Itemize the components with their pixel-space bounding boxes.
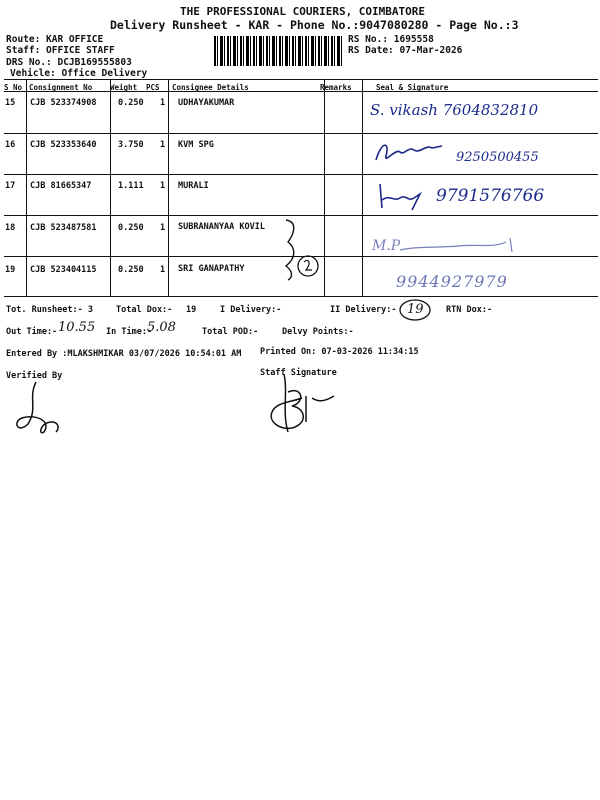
handwritten-phone: 9250500455 — [456, 150, 539, 165]
cell-weight: 0.250 — [118, 98, 144, 108]
signature-scribble — [376, 180, 432, 212]
ii-delivery-handwritten: 19 — [407, 302, 424, 317]
cell-pcs: 1 — [160, 223, 166, 233]
in-time-label: In Time:- — [106, 327, 153, 337]
cell-consignment: CJB 81665347 — [30, 181, 92, 191]
out-time-label: Out Time:- — [6, 327, 58, 337]
col-header-consignee: Consignee Details — [172, 83, 249, 92]
runsheet-subtitle: Delivery Runsheet - KAR - Phone No.:9047080280 - Page No.:3 — [110, 18, 519, 32]
entered-by: Entered By :MLAKSHMIKAR 03/07/2026 10:54:01 AM — [6, 349, 242, 359]
col-header-pcs: PCS — [146, 83, 160, 92]
out-time-handwritten: 10.55 — [58, 320, 96, 335]
company-title: THE PROFESSIONAL COURIERS, COIMBATORE — [180, 5, 426, 18]
cell-weight: 3.750 — [118, 140, 144, 150]
cell-pcs: 1 — [160, 140, 166, 150]
cell-consignee: SRI GANAPATHY — [178, 264, 245, 274]
handwritten-signature: M.P — [372, 238, 401, 254]
handwritten-phone: 9791576766 — [436, 186, 545, 206]
route-label: Route: KAR OFFICE — [6, 34, 104, 45]
cell-consignment: CJB 523487581 — [30, 223, 97, 233]
staff-signature-label: Staff Signature — [260, 368, 337, 378]
ii-delivery-label: II Delivery:- — [330, 305, 397, 315]
col-header-seal: Seal & Signature — [376, 83, 449, 92]
delvy-points-label: Delvy Points:- — [282, 327, 354, 337]
cell-sno: 18 — [5, 223, 16, 233]
staff-label: Staff: OFFICE STAFF — [6, 45, 115, 56]
handwritten-signature: S. vikash 7604832810 — [370, 101, 539, 119]
signature-scribble — [398, 236, 518, 256]
rtn-dox-label: RTN Dox:- — [446, 305, 493, 315]
total-dox-label: Total Dox:- — [116, 305, 173, 315]
i-delivery-label: I Delivery:- — [220, 305, 282, 315]
staff-signature — [262, 372, 342, 438]
cell-consignee: SUBRANANYAA KOVIL — [178, 222, 265, 232]
handwritten-phone: 9944927979 — [396, 272, 508, 291]
cell-sno: 16 — [5, 140, 16, 150]
total-dox-value: 19 — [186, 305, 197, 315]
col-header-remarks: Remarks — [320, 83, 352, 92]
col-header-sno: S No — [4, 83, 23, 92]
cell-consignee: UDHAYAKUMAR — [178, 98, 235, 108]
signature-scribble — [372, 138, 452, 168]
cell-pcs: 1 — [160, 265, 166, 275]
col-header-weight: Weight — [110, 83, 138, 92]
in-time-handwritten: 5.08 — [147, 320, 176, 335]
verified-signature — [8, 378, 68, 438]
barcode — [214, 36, 342, 66]
total-pod-label: Total POD:- — [202, 327, 259, 337]
col-header-consignment: Consignment No — [29, 83, 93, 92]
cell-weight: 1.111 — [118, 181, 144, 191]
cell-weight: 0.250 — [118, 265, 144, 275]
cell-sno: 15 — [5, 98, 16, 108]
cell-sno: 19 — [5, 265, 16, 275]
vehicle-label: Vehicle: Office Delivery — [10, 68, 148, 79]
tot-runsheet: Tot. Runsheet:- 3 — [6, 305, 93, 315]
cell-weight: 0.250 — [118, 223, 144, 233]
cell-consignee: MURALI — [178, 181, 209, 191]
cell-consignment: CJB 523374908 — [30, 98, 97, 108]
cell-consignee: KVM SPG — [178, 140, 214, 150]
verified-by-label: Verified By — [6, 371, 63, 381]
cell-consignment: CJB 523353640 — [30, 140, 97, 150]
cell-sno: 17 — [5, 181, 16, 191]
cell-pcs: 1 — [160, 181, 166, 191]
printed-on: Printed On: 07-03-2026 11:34:15 — [260, 347, 419, 357]
cell-consignment: CJB 523404115 — [30, 265, 97, 275]
rs-date: RS Date: 07-Mar-2026 — [348, 45, 463, 56]
rs-number: RS No.: 1695558 — [348, 34, 434, 45]
drs-number: DRS No.: DCJB169555803 — [6, 57, 132, 68]
brace-mark — [282, 218, 322, 282]
cell-pcs: 1 — [160, 98, 166, 108]
